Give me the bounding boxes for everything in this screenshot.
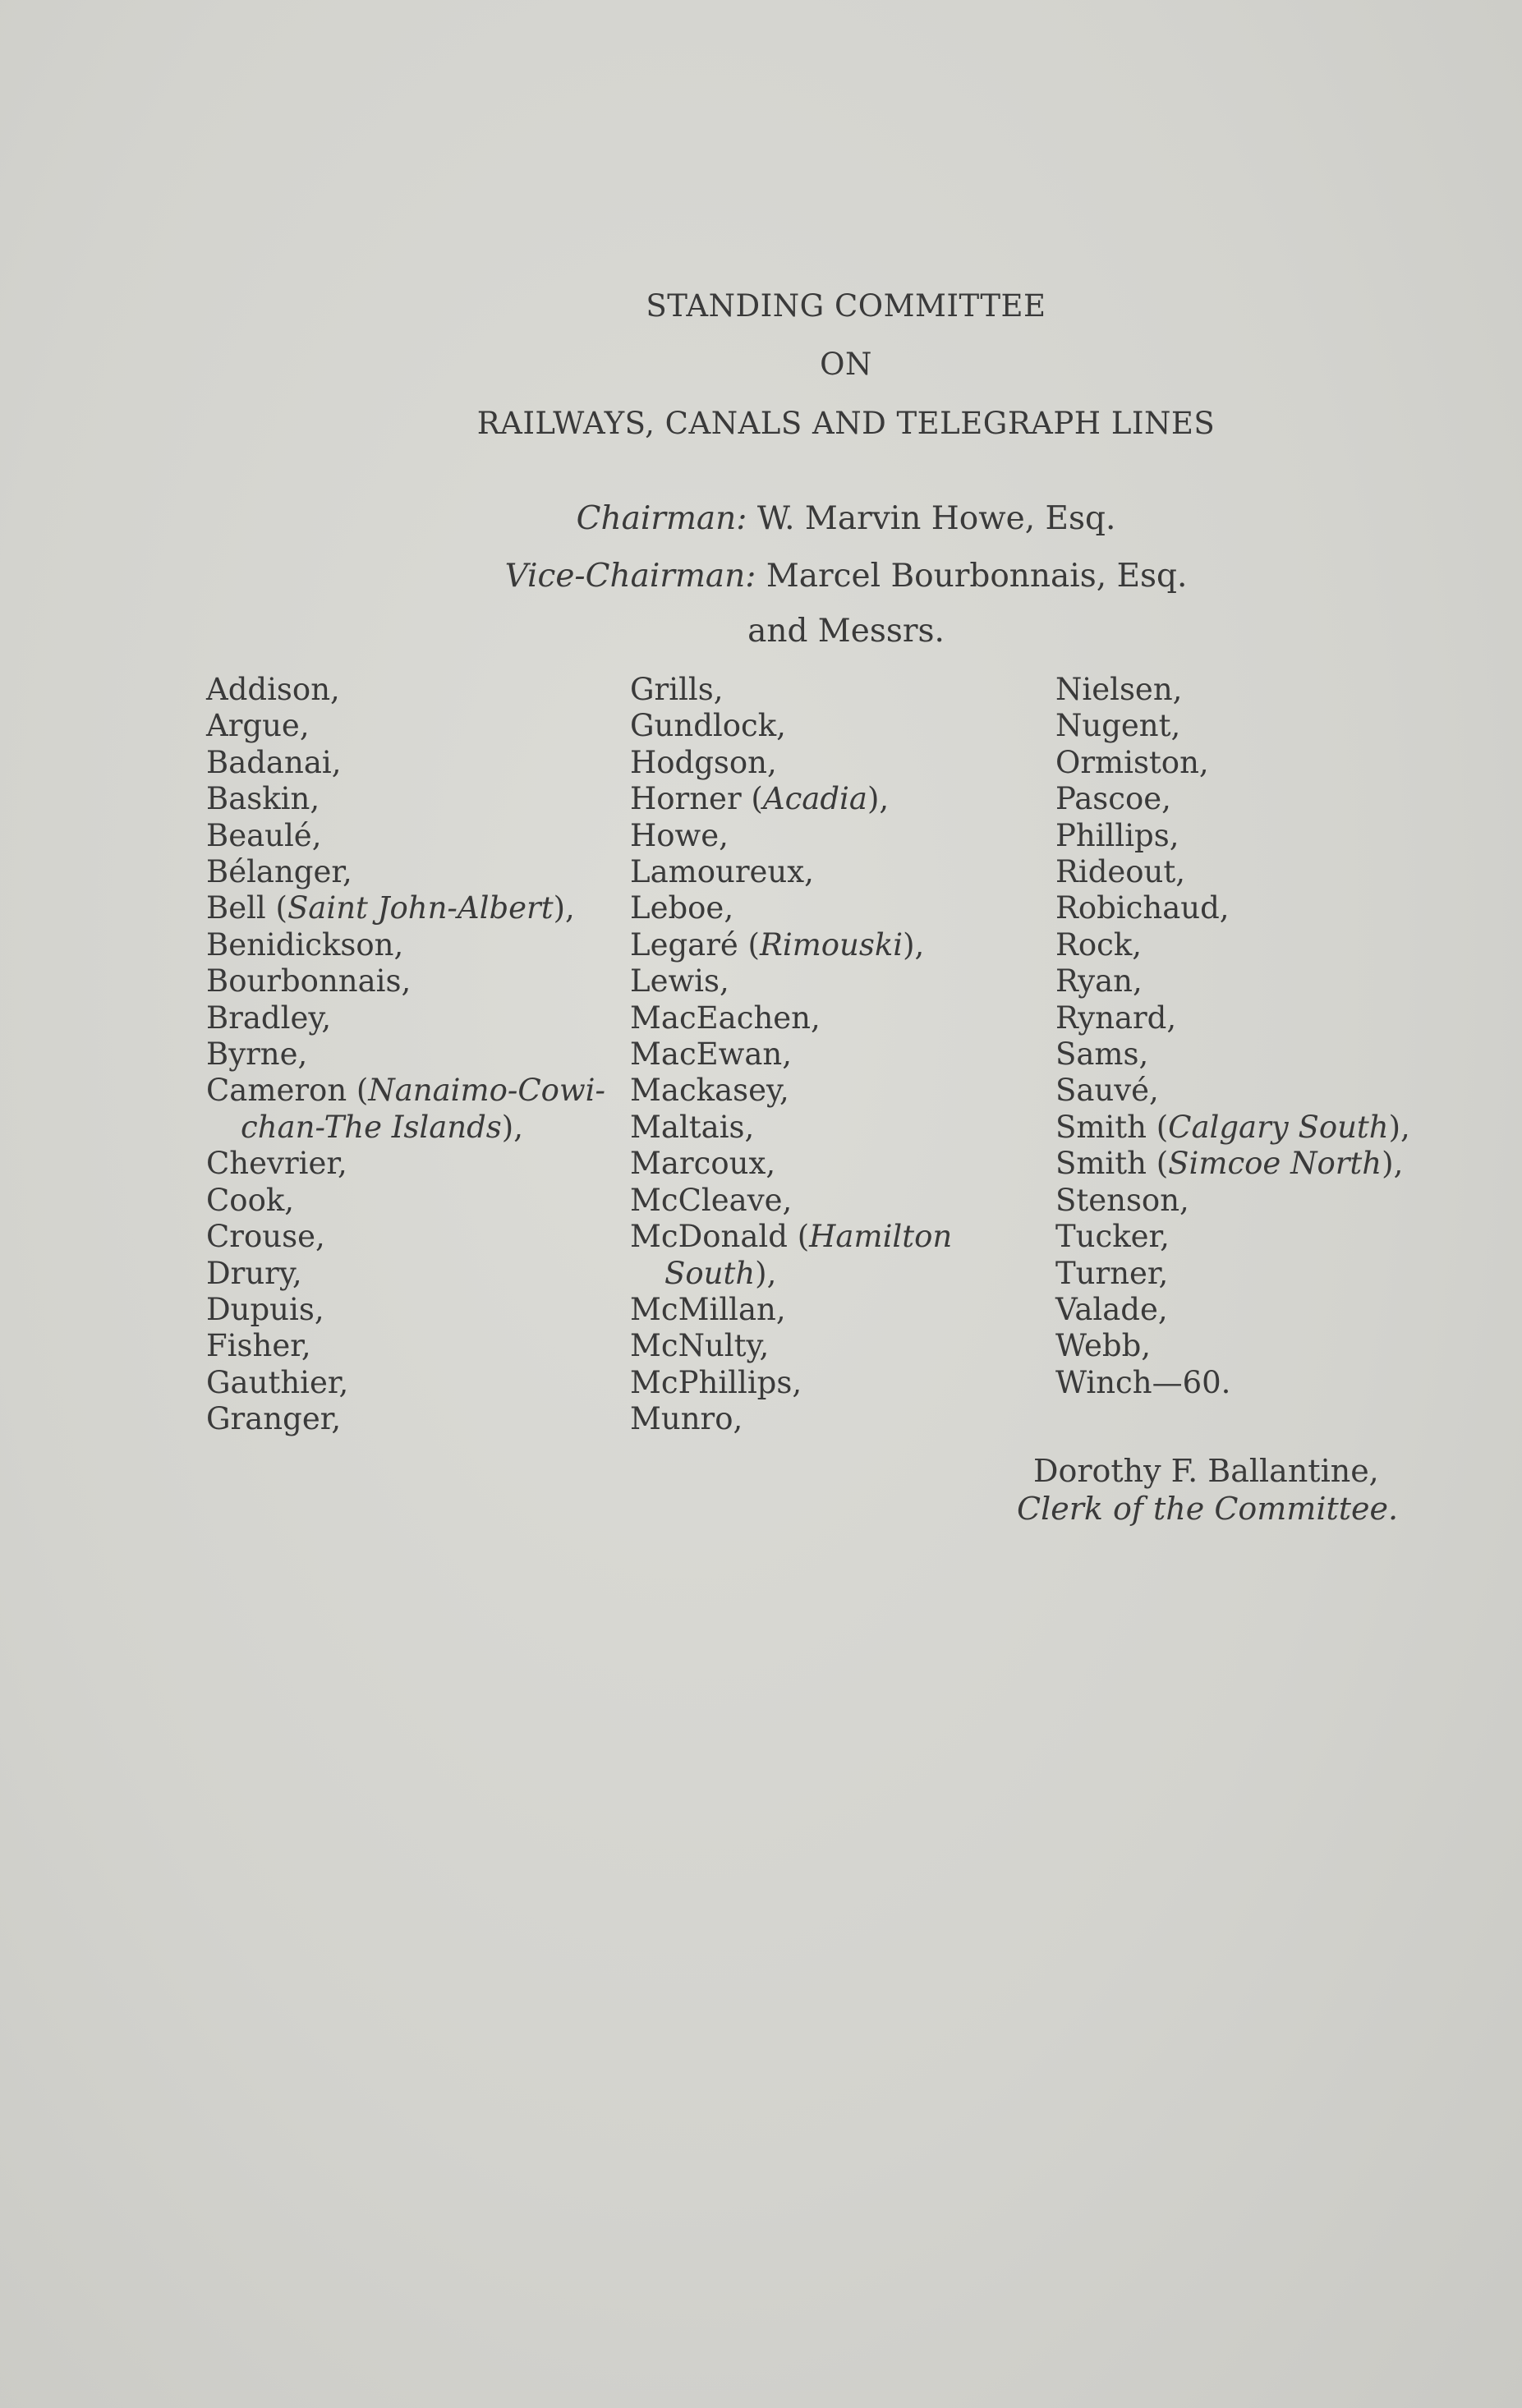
member-riding: Hamilton	[809, 1219, 953, 1255]
member-riding: South	[664, 1255, 756, 1291]
member-name-end: ),	[903, 926, 925, 963]
member-name: Chevrier,	[206, 1146, 347, 1182]
member-name: Mackasey,	[630, 1073, 789, 1109]
member-name: Sams,	[1055, 1036, 1149, 1073]
member-name-with-riding	[630, 781, 1074, 817]
members-column-3	[1055, 672, 1515, 1401]
committee-title-line3: RAILWAYS, CANALS AND TELEGRAPH LINES	[476, 406, 1216, 441]
member-riding: Saint John-Albert	[287, 890, 554, 926]
member-name: Smith (	[1055, 1109, 1169, 1145]
member-name: Horner (	[630, 781, 763, 817]
member-name: Pascoe,	[1055, 781, 1171, 817]
member-riding: Nanaimo-Cowi-	[368, 1073, 605, 1109]
member-name: McDonald (	[630, 1219, 810, 1255]
member-name: Drury,	[206, 1255, 302, 1291]
member-name: Ryan,	[1055, 963, 1143, 1000]
member-name: Byrne,	[206, 1036, 308, 1073]
member-name: Bourbonnais,	[206, 963, 412, 1000]
member-name: Rideout,	[1055, 854, 1186, 890]
member-name: Nugent,	[1055, 708, 1181, 744]
clerk-signature-block	[1017, 1452, 1444, 1528]
member-name-with-riding	[1055, 1110, 1515, 1146]
clerk-name: Dorothy F. Ballantine,	[1033, 1453, 1379, 1489]
member-name: Legaré (	[630, 926, 760, 963]
member-riding-continuation	[630, 1256, 1074, 1292]
member-name: Winch—60.	[1055, 1364, 1231, 1400]
member-name-end: ),	[501, 1109, 523, 1145]
member-name: Bélanger,	[206, 854, 352, 890]
member-name: Sauvé,	[1055, 1073, 1159, 1109]
member-name-with-riding	[630, 927, 1074, 963]
and-messrs-line: and Messrs.	[747, 613, 945, 650]
member-name: Rock,	[1055, 926, 1143, 963]
member-name: Baskin,	[206, 781, 320, 817]
clerk-title: Clerk of the Committee.	[1017, 1491, 1399, 1527]
member-name: Maltais,	[630, 1109, 755, 1145]
member-name: Stenson,	[1055, 1182, 1189, 1218]
chairman-role: Chairman:	[576, 500, 747, 537]
member-name: Valade,	[1055, 1291, 1168, 1327]
member-name: Hodgson,	[630, 744, 777, 780]
member-name: McMillan,	[630, 1291, 786, 1327]
member-riding: Acadia	[762, 781, 867, 817]
member-name: Gundlock,	[630, 708, 786, 744]
member-name-with-riding	[1055, 1146, 1515, 1182]
member-name: Crouse,	[206, 1219, 325, 1255]
member-name: Cook,	[206, 1182, 295, 1218]
member-name-end: ),	[755, 1255, 777, 1291]
member-name: McPhillips,	[630, 1364, 802, 1400]
member-name: MacEwan,	[630, 1036, 792, 1073]
member-name: Gauthier,	[206, 1364, 349, 1400]
member-name: Beaulé,	[206, 817, 322, 853]
member-name: Dupuis,	[206, 1291, 324, 1327]
member-name: Turner,	[1055, 1255, 1169, 1291]
member-name-with-riding	[630, 1219, 1074, 1255]
committee-title-line1: STANDING COMMITTEE	[646, 288, 1046, 324]
members-column-1	[206, 672, 633, 1438]
member-name: Webb,	[1055, 1328, 1152, 1364]
member-name: Howe,	[630, 817, 729, 853]
member-name: Lamoureux,	[630, 854, 814, 890]
member-name: McCleave,	[630, 1182, 793, 1218]
member-name: MacEachen,	[630, 1000, 821, 1036]
member-name: Munro,	[630, 1401, 743, 1437]
member-name-end: ),	[867, 781, 890, 817]
chairman-line	[0, 500, 1522, 537]
member-name: Argue,	[206, 708, 310, 744]
member-riding: Calgary South	[1168, 1109, 1389, 1145]
member-name: Nielsen,	[1055, 672, 1183, 707]
member-name: Marcoux,	[630, 1146, 776, 1182]
member-name: Benidickson,	[206, 926, 404, 963]
member-name: Granger,	[206, 1401, 342, 1437]
member-name-with-riding	[206, 890, 633, 926]
member-name-end: ),	[553, 890, 575, 926]
chairman-name: W. Marvin Howe, Esq.	[756, 500, 1116, 537]
vice-chairman-name: Marcel Bourbonnais, Esq.	[766, 558, 1188, 595]
vice-chairman-role: Vice-Chairman:	[504, 558, 756, 595]
member-riding-continuation	[206, 1110, 633, 1146]
member-name: Bradley,	[206, 1000, 332, 1036]
member-riding: Rimouski	[760, 926, 904, 963]
member-name: Tucker,	[1055, 1219, 1170, 1255]
vice-chairman-line	[0, 558, 1522, 595]
member-name: Bell (	[206, 890, 287, 926]
member-name: Smith (	[1055, 1146, 1169, 1182]
member-name: Ormiston,	[1055, 744, 1209, 780]
member-riding: Simcoe North	[1168, 1146, 1382, 1182]
member-name-end: ),	[1388, 1109, 1410, 1145]
member-name: Addison,	[206, 672, 340, 707]
member-name-with-riding	[206, 1073, 633, 1109]
member-name: Badanai,	[206, 744, 342, 780]
member-name-end: ),	[1382, 1146, 1404, 1182]
committee-title-line2: ON	[820, 347, 872, 382]
member-name: Fisher,	[206, 1328, 311, 1364]
member-name: Phillips,	[1055, 817, 1179, 853]
member-name: Cameron (	[206, 1073, 369, 1109]
member-name: Grills,	[630, 672, 724, 707]
member-name: Lewis,	[630, 963, 729, 1000]
member-name: Leboe,	[630, 890, 734, 926]
member-name: Rynard,	[1055, 1000, 1177, 1036]
member-name: Robichaud,	[1055, 890, 1230, 926]
member-riding: chan-The Islands	[241, 1109, 502, 1145]
member-name: McNulty,	[630, 1328, 770, 1364]
members-column-2	[630, 672, 1074, 1438]
